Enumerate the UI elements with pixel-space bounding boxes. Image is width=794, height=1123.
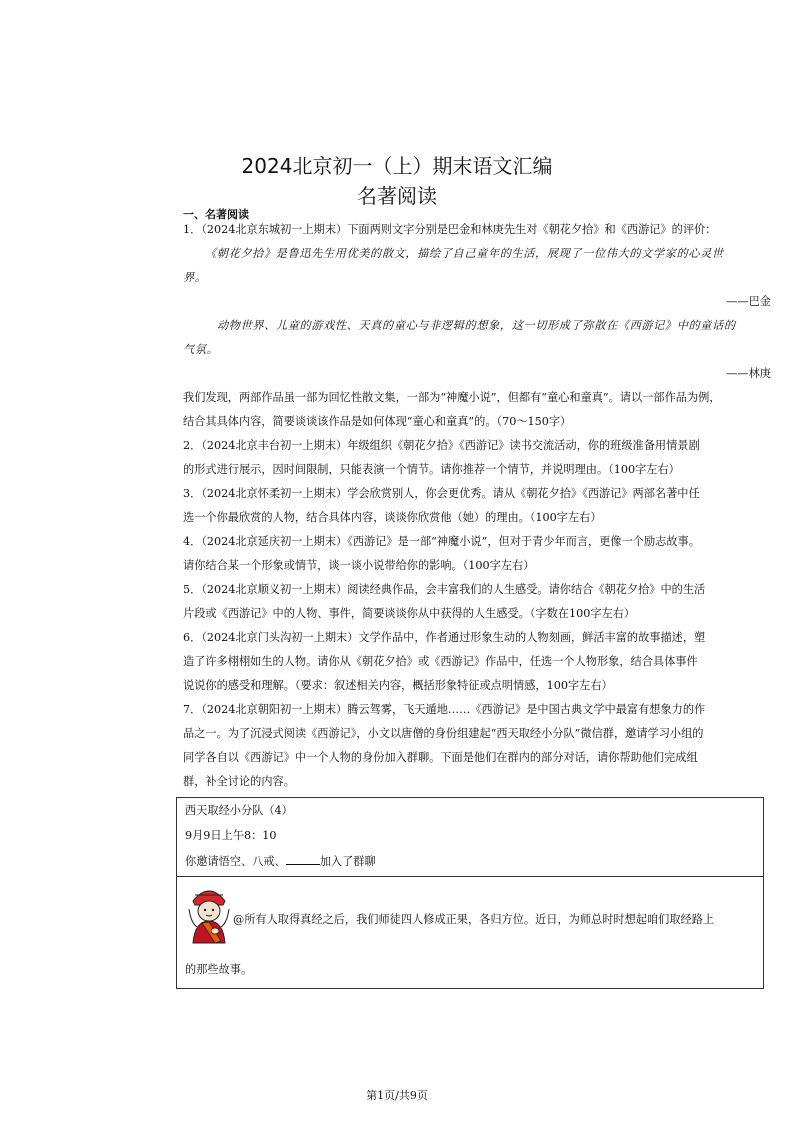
- q7-line4: 群，补全讨论的内容。: [183, 775, 295, 788]
- q7-line3: 同学各自以《西游记》中一个人物的身份加入群聊。下面是他们在群内的部分对话，请你帮助他们完成组: [183, 751, 698, 764]
- q1-task-line2: 结合其具体内容，简要谈谈该作品是如何体现“童心和童真”的。（70〜150字）: [183, 415, 572, 428]
- chat-invite: [185, 852, 376, 869]
- q5-line1: 5．（2024北京顺义初一上期末）阅读经典作品，会丰富我们的人生感受。请你结合《朝花夕拾》中的生活: [183, 583, 706, 596]
- chat-time: 9月9日上午8：10: [185, 829, 277, 842]
- q7-line2: 品之一。为了沉浸式阅读《西游记》，小文以唐僧的身份组建起“西天取经小分队”微信群，邀请学习小组的: [183, 727, 704, 740]
- chat-header-box: [176, 797, 764, 877]
- q3-line2: 选一个你最欣赏的人物，结合具体内容，谈谈你欣赏他（她）的理由。（100字左右）: [183, 511, 602, 524]
- q6-line1: 6．（2024北京门头沟初一上期末）文学作品中，作者通过形象生动的人物刻画，鲜活丰富的故事描述，塑: [183, 631, 706, 644]
- q1-task-line1: 我们发现，两部作品虽一部为回忆性散文集，一部为“神魔小说”，但都有“童心和童真”。请以一部作品为例，: [183, 391, 721, 404]
- q2-line1: 2．（2024北京丰台初一上期末）年级组织《朝花夕拾》《西游记》读书交流活动，你的班级准备用情景剧: [183, 439, 700, 452]
- chat-invite-prefix: 你邀请悟空、八戒、: [185, 855, 286, 868]
- chat-message-line1: @所有人取得真经之后，我们师徒四人修成正果，各归方位。近日，为师总时时想起咱们取经路上: [233, 913, 715, 926]
- q1-intro: 1．（2024北京东城初一上期末）下面两则文字分别是巴金和林庚先生对《朝花夕拾》和《西游记》的评价：: [183, 223, 717, 236]
- question-1: [183, 218, 771, 794]
- answer-blank[interactable]: [286, 852, 320, 865]
- q3-line1: 3．（2024北京怀柔初一上期末）学会欣赏别人，你会更优秀。请从《朝花夕拾》《西游记》两部名著中任: [183, 487, 700, 500]
- tang-monk-avatar: [185, 883, 233, 947]
- q1-author2: ——林庚: [726, 367, 771, 380]
- q6-line2: 造了许多栩栩如生的人物。请你从《朝花夕拾》或《西游记》作品中，任选一个人物形象，结合具体事件: [183, 655, 698, 668]
- q1-quote1-line2: 界。: [183, 271, 207, 284]
- q1-quote1-line1: 《朝花夕拾》是鲁迅先生用优美的散文，描绘了自己童年的生活，展现了一位伟大的文学家的心灵世: [205, 247, 724, 260]
- page-subtitle: 名著阅读: [357, 184, 437, 208]
- q4-line1: 4．（2024北京延庆初一上期末）《西游记》是一部“神魔小说”，但对于青少年而言，更像一个励志故事。: [183, 535, 700, 548]
- q6-line3: 说说你的感受和理解。（要求：叙述相关内容，概括形象特征或点明情感，100字左右）: [183, 679, 613, 692]
- page-footer: 第1页/共9页: [366, 1089, 428, 1102]
- chat-group-name: 西天取经小分队（4）: [185, 804, 293, 817]
- q1-quote2-line1: 动物世界、儿童的游戏性、天真的童心与非逻辑的想象，这一切形成了弥散在《西游记》中的童话的: [217, 319, 736, 332]
- q1-quote2-line2: 气氛。: [183, 343, 219, 356]
- q2-line2: 的形式进行展示，因时间限制，只能表演一个情节。请你推荐一个情节，并说明理由。（100字左右）: [183, 463, 680, 476]
- q4-line2: 请你结合某一个形象或情节，谈一谈小说带给你的影响。（100字左右）: [183, 559, 535, 572]
- chat-invite-suffix: 加入了群聊: [319, 855, 376, 868]
- page-title: 2024北京初一（上）期末语文汇编: [241, 154, 553, 178]
- section-heading: 一、名著阅读: [183, 208, 249, 221]
- q7-line1: 7．（2024北京朝阳初一上期末）腾云驾雾，飞天遁地……《西游记》是中国古典文学中最富有想象力的作: [183, 703, 706, 716]
- q1-author1: ——巴金: [726, 295, 771, 308]
- chat-message-line2: 的那些故事。: [185, 963, 253, 976]
- chat-message-box: [176, 875, 764, 989]
- q5-line2: 片段或《西游记》中的人物、事件，简要谈谈你从中获得的人生感受。（字数在100字左右）: [183, 607, 636, 620]
